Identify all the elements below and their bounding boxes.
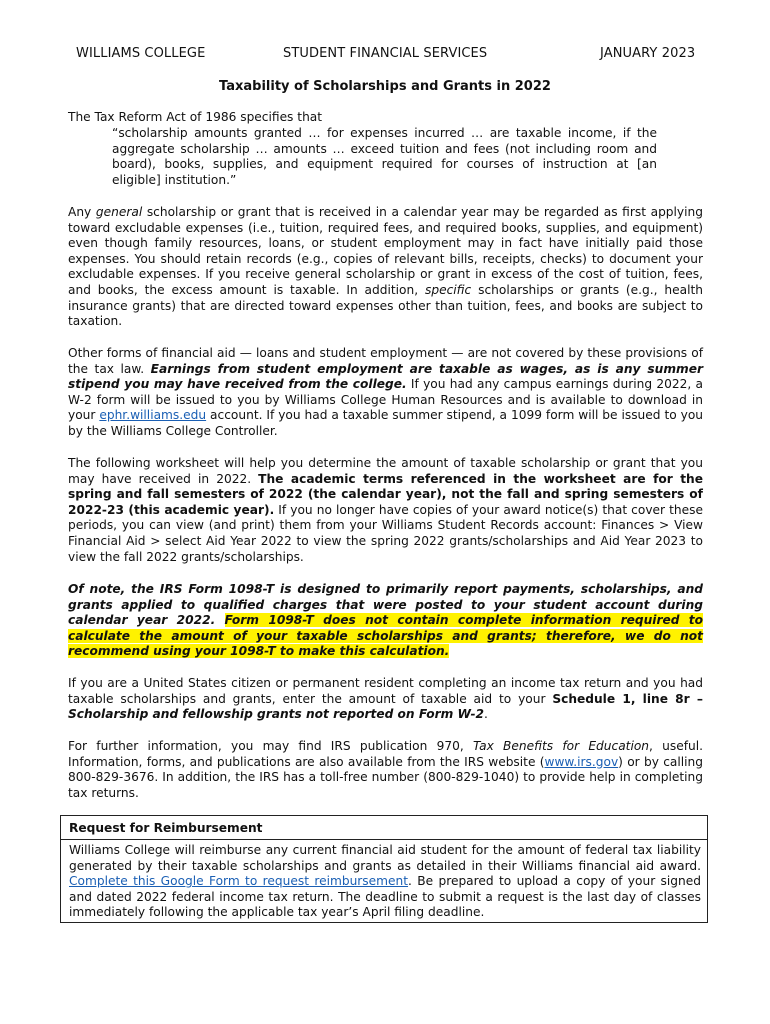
reimbursement-title: Request for Reimbursement xyxy=(69,821,263,835)
intro-lead: The Tax Reform Act of 1986 specifies that xyxy=(68,110,323,124)
paragraph-general-scholarship: Any general scholarship or grant that is received in a calendar year may be regarded as first applying toward excludable expenses (i.e., tuition, required fees, and required books, supplies, and equipment) even though family resources, loans, or student employment may in fact have initially paid those expenses. You should retain records (e.g., copies of relevant bills, receipts, checks) to document your excludable expenses. If you receive general scholarship or grant in excess of the cost of tuition, fees, and books, the excess amount is taxable. In addition, specific scholarships or grants (e.g., health insurance grants) that are directed toward expenses other than tuition, fees, and books are subject to taxation. xyxy=(68,205,703,329)
ephr-link[interactable]: ephr.williams.edu xyxy=(99,408,207,423)
paragraph-1098t-note: Of note, the IRS Form 1098-T is designed to primarily report payments, scholarships, and grants applied to qualified charges that were posted to your student account during calendar year 2022. Form 1098-T does not contain complete information required to calculate the amount of your taxable scholarships and grants; therefore, we do not recommend using your 1098-T to make this calculation. xyxy=(68,582,703,659)
google-form-link[interactable]: Complete this Google Form to request reimbursement xyxy=(69,874,409,889)
paragraph-other-aid: Other forms of financial aid — loans and student employment — are not covered by these provisions of the tax law. Earnings from student employment are taxable as wages, as is any summer stipend you may have received from the college. If you had any campus earnings during 2022, a W-2 form will be issued to you by Williams College Human Resources and is available to download in your ephr.williams.edu account. If you had a taxable summer stipend, a 1099 form will be issued to you by the Williams College Controller. xyxy=(68,346,704,438)
reimbursement-box xyxy=(60,815,708,923)
irs-link[interactable]: www.irs.gov xyxy=(544,754,619,769)
intro-quote: “scholarship amounts granted … for expenses incurred … are taxable income, if the aggregate scholarship … amounts … exceed tuition and fees (not including room and board), books, supplies, and equipment required for courses of instruction at [an eligible] institution.” xyxy=(112,126,657,187)
header-date: JANUARY 2023 xyxy=(600,46,696,61)
header-department: STUDENT FINANCIAL SERVICES xyxy=(283,46,488,61)
paragraph-tax-return: If you are a United States citizen or permanent resident completing an income tax return and you had taxable scholarships and grants, enter the amount of taxable aid to your Schedule 1, line 8r – Scholarship and fellowship grants not reported on Form W-2. xyxy=(68,676,703,722)
reimbursement-body: Williams College will reimburse any current financial aid student for the amount of federal tax liability generated by their taxable scholarships and grants as detailed in their Williams financial aid award. Complete this Google Form to request reimbursement. Be prepared to upload a copy of your signed and dated 2022 federal income tax return. The deadline to submit a request is the last day of classes immediately following the applicable tax year’s April filing deadline. xyxy=(69,843,701,920)
document-title: Taxability of Scholarships and Grants in 2022 xyxy=(219,79,551,94)
paragraph-worksheet: The following worksheet will help you determine the amount of taxable scholarship or grant that you may have received in 2022. The academic terms referenced in the worksheet are for the spring and fall semesters of 2022 (the calendar year), not the fall and spring semesters of 2022-23 (this academic year). If you no longer have copies of your award notice(s) that cover these periods, you can view (and print) them from your Williams Student Records account: Finances > View Financial Aid > select Aid Year 2022 to view the spring 2022 grants/scholarships and Aid Year 2023 to view the fall 2022 grants/scholarships. xyxy=(68,456,703,564)
reimbursement-divider xyxy=(61,839,707,840)
header-institution: WILLIAMS COLLEGE xyxy=(76,46,206,61)
paragraph-further-info: For further information, you may find IRS publication 970, Tax Benefits for Education, useful. Information, forms, and publications are also available from the IRS website (www.irs.gov) or by calling 800-829-3676. In addition, the IRS has a toll-free number (800-829-1040) to provide help in completing tax returns. xyxy=(68,739,703,800)
